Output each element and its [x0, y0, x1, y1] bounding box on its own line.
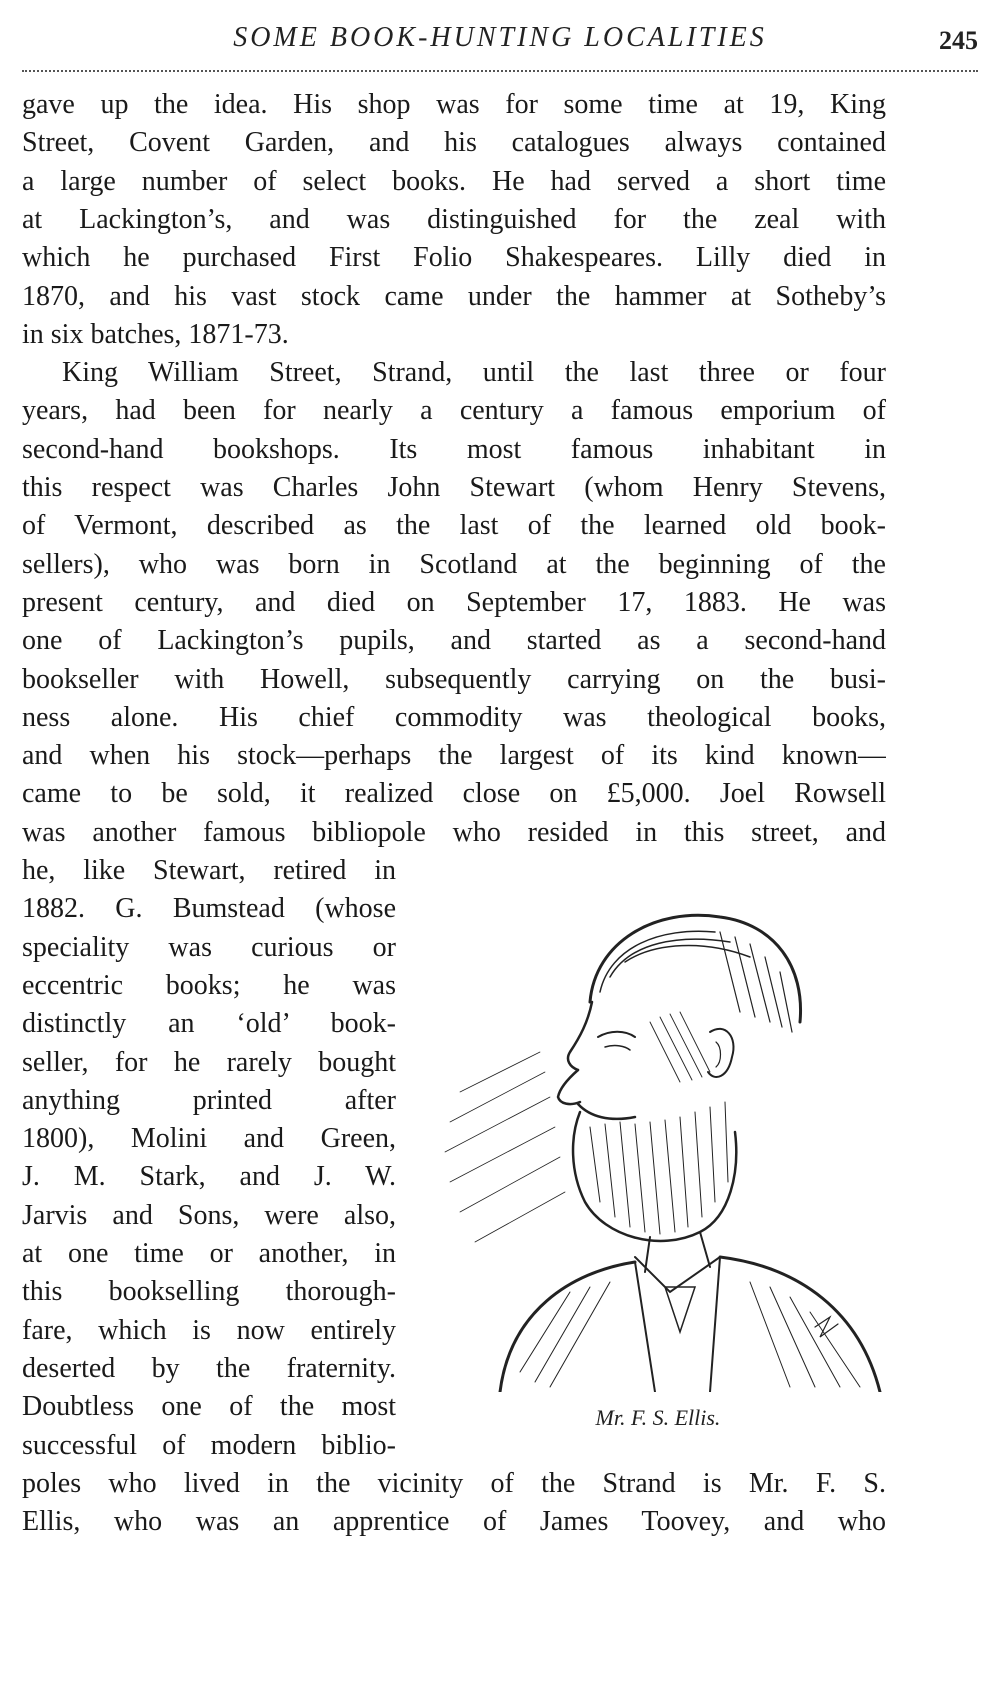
- text-line: deserted by the fraternity.: [22, 1353, 396, 1384]
- text-line: 1870, and his vast stock came under the hammer at Sotheby’s: [22, 281, 886, 312]
- portrait-figure: [420, 872, 896, 1392]
- text-line: fare, which is now entirely: [22, 1315, 396, 1346]
- running-title: SOME BOOK-HUNTING LOCALITIES: [233, 22, 767, 53]
- text-line: and when his stock—perhaps the largest of its kind known—: [22, 740, 886, 771]
- text-line: 1800), Molini and Green,: [22, 1123, 396, 1154]
- text-line: eccentric books; he was: [22, 970, 396, 1001]
- text-line: present century, and died on September 17, 1883. He was: [22, 587, 886, 618]
- text-line: anything printed after: [22, 1085, 396, 1116]
- text-line: was another famous bibliopole who resided in this street, and: [22, 817, 886, 848]
- text-line: seller, for he rarely bought: [22, 1047, 396, 1078]
- portrait-engraving: [420, 872, 896, 1392]
- text-line: distinctly an ‘old’ book-: [22, 1008, 396, 1039]
- running-head: [22, 22, 978, 58]
- text-line: a large number of select books. He had served a short time: [22, 166, 886, 197]
- text-line: ness alone. His chief commodity was theological books,: [22, 702, 886, 733]
- text-line: Street, Covent Garden, and his catalogues always contained: [22, 127, 886, 158]
- text-line: this bookselling thorough-: [22, 1276, 396, 1307]
- text-line: one of Lackington’s pupils, and started as a second-hand: [22, 625, 886, 656]
- text-line: gave up the idea. His shop was for some time at 19, King: [22, 89, 886, 120]
- text-line: Doubtless one of the most: [22, 1391, 396, 1422]
- text-line: speciality was curious or: [22, 932, 396, 963]
- text-line: bookseller with Howell, subsequently carrying on the busi-: [22, 664, 886, 695]
- text-line: J. M. Stark, and J. W.: [22, 1161, 396, 1192]
- text-line: poles who lived in the vicinity of the Strand is Mr. F. S.: [22, 1468, 886, 1499]
- text-line: Jarvis and Sons, were also,: [22, 1200, 396, 1231]
- figure-caption: Mr. F. S. Ellis.: [595, 1405, 721, 1430]
- text-line: King William Street, Strand, until the last three or four: [62, 357, 886, 388]
- text-line: in six batches, 1871-73.: [22, 319, 289, 350]
- text-line: at one time or another, in: [22, 1238, 396, 1269]
- text-line: sellers), who was born in Scotland at the beginning of the: [22, 549, 886, 580]
- page-number: 245: [939, 26, 978, 55]
- text-line: Ellis, who was an apprentice of James Toovey, and who: [22, 1506, 886, 1537]
- text-line: second-hand bookshops. Its most famous inhabitant in: [22, 434, 886, 465]
- header-rule: [22, 70, 978, 72]
- text-line: 1882. G. Bumstead (whose: [22, 893, 396, 924]
- text-line: which he purchased First Folio Shakespeares. Lilly died in: [22, 242, 886, 273]
- text-line: of Vermont, described as the last of the learned old book-: [22, 510, 886, 541]
- text-line: this respect was Charles John Stewart (whom Henry Stevens,: [22, 472, 886, 503]
- text-line: years, had been for nearly a century a famous emporium of: [22, 395, 886, 426]
- text-line: at Lackington’s, and was distinguished for the zeal with: [22, 204, 886, 235]
- text-line: he, like Stewart, retired in: [22, 855, 396, 886]
- text-line: came to be sold, it realized close on £5,000. Joel Rowsell: [22, 778, 886, 809]
- text-line: successful of modern biblio-: [22, 1430, 396, 1461]
